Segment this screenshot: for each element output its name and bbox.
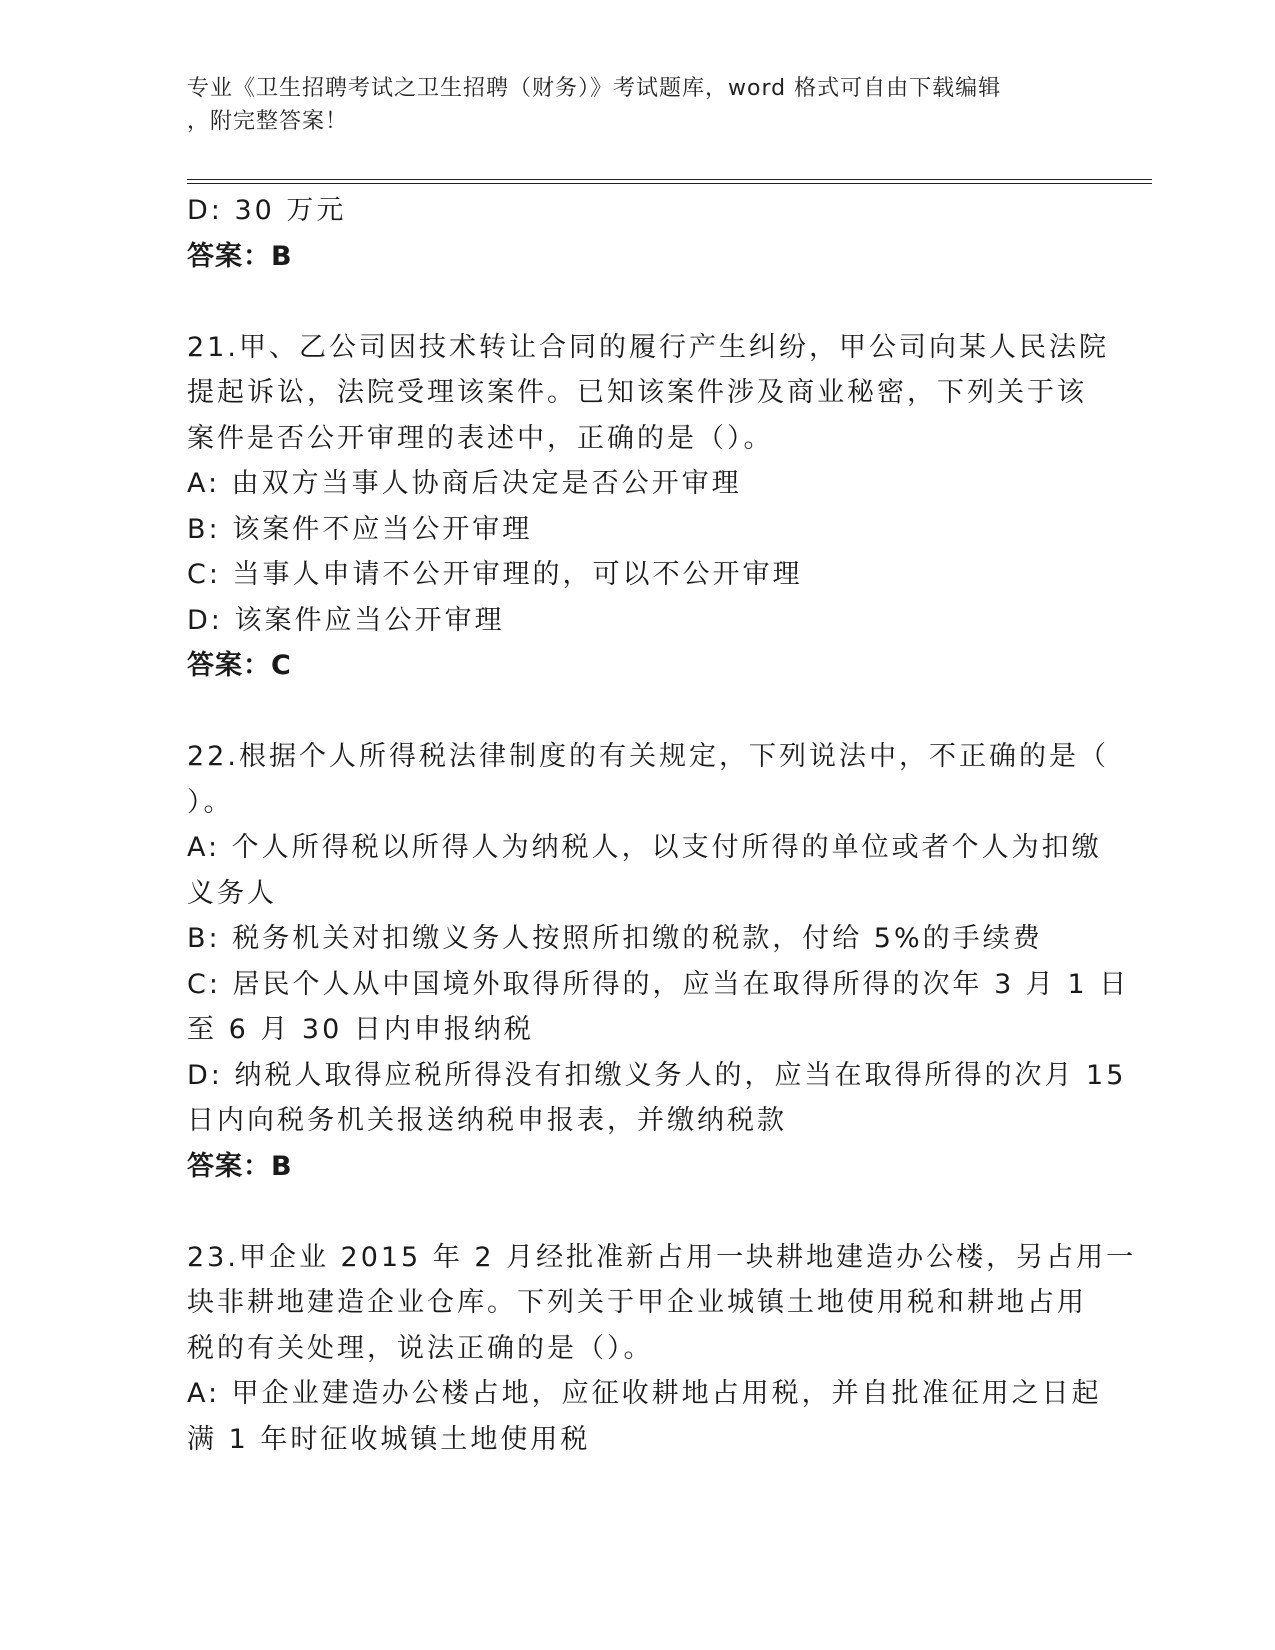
text-line: D: 纳税人取得应税所得没有扣缴义务人的，应当在取得所得的次月 15 [187, 1059, 1127, 1091]
answer-line: 答案：B [187, 240, 293, 272]
text-line: A: 甲企业建造办公楼占地，应征收耕地占用税，并自批准征用之日起 [187, 1378, 1102, 1409]
text-line: 满 1 年时征收城镇土地使用税 [187, 1423, 591, 1455]
text-line: C: 居民个人从中国境外取得所得的，应当在取得所得的次年 3 月 1 日 [187, 968, 1130, 1000]
text-line: 税的有关处理，说法正确的是（）。 [187, 1332, 654, 1364]
text-line: 至 6 月 30 日内申报纳税 [187, 1014, 534, 1045]
page-header [187, 72, 1067, 138]
paragraph-gap [187, 279, 1087, 325]
header-divider-bottom [187, 183, 1152, 184]
header-text-line-1: 专业《卫生招聘考试之卫生招聘（财务）》考试题库，word 格式可自由下载编辑 [187, 76, 1002, 101]
paragraph-gap [187, 1189, 1087, 1235]
text-line: D: 该案件应当公开审理 [187, 604, 505, 636]
text-line: 案件是否公开审理的表述中，正确的是（）。 [187, 422, 774, 454]
text-line: A: 由双方当事人协商后决定是否公开审理 [187, 468, 742, 499]
text-line: ）。 [187, 786, 234, 818]
answer-line: 答案：B [187, 1150, 293, 1182]
text-line: 义务人 [187, 877, 277, 909]
text-line: 21.甲、乙公司因技术转让合同的履行产生纠纷，甲公司向某人民法院 [187, 331, 1109, 363]
text-line: 块非耕地建造企业仓库。下列关于甲企业城镇土地使用税和耕地占用 [187, 1287, 1087, 1318]
paragraph-gap [187, 689, 1087, 735]
text-line: B: 税务机关对扣缴义务人按照所扣缴的税款，付给 5%的手续费 [187, 923, 1043, 954]
text-line: C: 当事人申请不公开审理的，可以不公开审理 [187, 559, 803, 590]
header-divider-top [187, 179, 1152, 180]
text-line: D: 30 万元 [187, 195, 347, 226]
text-line: 日内向税务机关报送纳税申报表，并缴纳税款 [187, 1105, 787, 1136]
header-text-line-2: ，附完整答案！ [187, 109, 349, 134]
answer-line: 答案：C [187, 650, 292, 681]
text-line: B: 该案件不应当公开审理 [187, 513, 533, 545]
text-line: 提起诉讼，法院受理该案件。已知该案件涉及商业秘密，下列关于该 [187, 377, 1087, 408]
text-line: 22.根据个人所得税法律制度的有关规定，下列说法中，不正确的是（ [187, 741, 1109, 772]
text-line: 23.甲企业 2015 年 2 月经批准新占用一块耕地建造办公楼，另占用一 [187, 1241, 1137, 1273]
text-line: A: 个人所得税以所得人为纳税人，以支付所得的单位或者个人为扣缴 [187, 832, 1102, 863]
question-content [187, 188, 1137, 1462]
